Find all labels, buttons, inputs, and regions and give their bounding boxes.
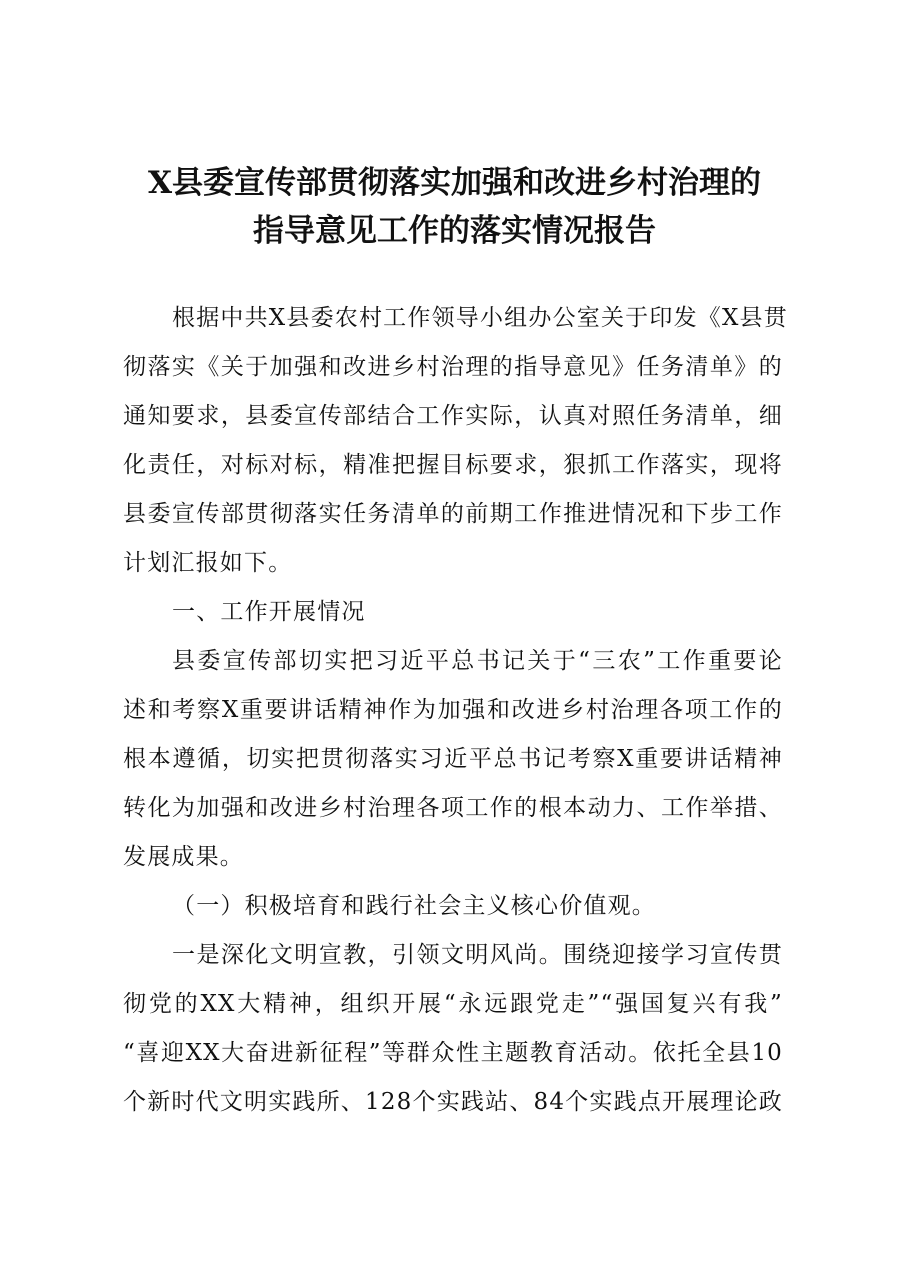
body-line: 县委宣传部切实把习近平总书记关于“三农”工作重要论: [172, 648, 783, 674]
body-line: 根本遵循，切实把贯彻落实习近平总书记考察X重要讲话精神: [123, 746, 783, 772]
body-line: 个新时代文明实践所、128个实践站、84个实践点开展理论政: [123, 1089, 783, 1115]
document-title-line-1: X县委宣传部贯彻落实加强和改进乡村治理的: [147, 165, 762, 201]
body-line: 一是深化文明宣教，引领文明风尚。围绕迎接学习宣传贯: [172, 942, 783, 968]
body-line: 彻落实《关于加强和改进乡村治理的指导意见》任务清单》的: [123, 354, 783, 380]
body-line: 根据中共X县委农村工作领导小组办公室关于印发《X县贯: [172, 305, 788, 331]
document-title-line-2: 指导意见工作的落实情况报告: [253, 213, 656, 249]
body-line: 彻党的XX大精神，组织开展“永远跟党走”“强国复兴有我”: [123, 991, 783, 1017]
body-line: 化责任，对标对标，精准把握目标要求，狠抓工作落实，现将: [123, 452, 783, 478]
body-line: 述和考察X重要讲话精神作为加强和改进乡村治理各项工作的: [123, 697, 783, 723]
body-line: 县委宣传部贯彻落实任务清单的前期工作推进情况和下步工作: [123, 501, 783, 527]
subsection-heading: （一）积极培育和践行社会主义核心价值观。: [172, 893, 656, 919]
body-line: 通知要求，县委宣传部结合工作实际，认真对照任务清单，细: [123, 403, 783, 429]
body-line: “喜迎XX大奋进新征程”等群众性主题教育活动。依托全县10: [123, 1040, 783, 1066]
body-line: 发展成果。: [123, 844, 244, 870]
body-line: 计划汇报如下。: [123, 550, 293, 576]
body-line: 转化为加强和改进乡村治理各项工作的根本动力、工作举措、: [123, 795, 783, 821]
section-heading: 一、工作开展情况: [172, 599, 366, 625]
